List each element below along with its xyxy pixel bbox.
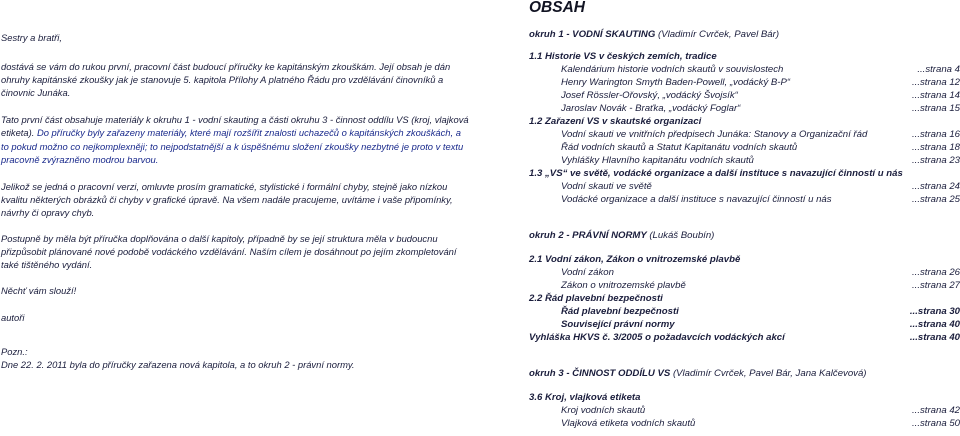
toc-entry-label: Související právní normy [561, 319, 675, 330]
toc-entry-page: ...strana 12 [912, 77, 960, 88]
toc-entry-page: ...strana 24 [912, 181, 960, 192]
toc-entry-page: ...strana 14 [912, 90, 960, 101]
toc-entry[interactable] [529, 331, 960, 344]
toc-entry[interactable] [529, 76, 960, 89]
toc-entry-label: Vodní skauti ve vnitřních předpisech Junáka: Stanovy a Organizační řád [561, 129, 868, 140]
toc-entry-label: Henry Warington Smyth Baden-Powell, „vodácký B-P“ [561, 77, 791, 88]
toc-entry-label: Zákon o vnitrozemské plavbě [561, 280, 686, 291]
toc-entry-label: Vyhláška HKVS č. 3/2005 o požadavcích vodáckých akcí [529, 332, 785, 343]
toc-entry-label: Vlajková etiketa vodních skautů [561, 418, 696, 429]
toc-entry[interactable] [529, 193, 960, 206]
toc-entry[interactable] [529, 102, 960, 115]
intro-paragraph-2-text: Tato první část obsahuje materiály k okruhu 1 - vodní skauting a části okruhu 3 - činnost oddílu VS (kroj, vlajková etiketa). [1, 114, 469, 139]
toc-entry-label: Vyhlášky Hlavního kapitanátu vodních skautů [561, 155, 754, 166]
toc-entry-page: ...strana 4 [917, 64, 960, 75]
closing-line: Něchť vám slouží! [1, 285, 77, 297]
toc-entry[interactable] [529, 89, 960, 102]
toc-entry[interactable] [529, 279, 960, 292]
toc-entry-label: Vodní zákon [561, 267, 614, 278]
toc-entry[interactable] [529, 180, 960, 193]
toc-entry-page: ...strana 26 [912, 267, 960, 278]
toc-group-2-2: 2.2 Řád plavební bezpečnosti [529, 293, 663, 304]
toc-section-2-title [529, 229, 960, 242]
toc-group-1-3: 1.3 „VS“ ve světě, vodácké organizace a další instituce s navazující činností u nás [529, 168, 903, 179]
toc-group-3-6: 3.6 Kroj, vlajková etiketa [529, 392, 641, 403]
section-3-authors: (Vladimír Cvrček, Pavel Bár, Jana Kalčevová) [672, 368, 867, 379]
note-label: Pozn.: [1, 345, 28, 357]
intro-paragraph-3-highlighted: Do příručky byly zařazeny materiály, které mají rozšířit znalosti uchazečů o kapitánských zkouškách, a to pokud možno co nejkomplexněji; to nejpodstatnější a k úspěšnému složení zkoušky nezbytné je proto v textu pracovně zvýrazněno modrou barvou. [1, 127, 464, 165]
section-2-authors: (Lukáš Boubín) [649, 230, 715, 241]
toc-entry-page: ...strana 16 [912, 129, 960, 140]
toc-entry-page: ...strana 30 [909, 306, 960, 317]
toc-group-1-2: 1.2 Zařazení VS v skautské organizaci [529, 116, 702, 127]
toc-entry-page: ...strana 27 [912, 280, 960, 291]
toc-entry-label: Vodácké organizace a další instituce s navazující činností u nás [561, 194, 832, 205]
toc-group-2-1: 2.1 Vodní zákon, Zákon o vnitrozemské plavbě [529, 254, 741, 265]
toc-entry-page: ...strana 40 [909, 332, 960, 343]
toc-entry-page: ...strana 15 [912, 103, 960, 114]
toc-entry-page: ...strana 23 [912, 155, 960, 166]
toc-entry[interactable] [529, 128, 960, 141]
toc-entry[interactable] [529, 305, 960, 318]
toc-entry[interactable] [529, 404, 960, 417]
authors-signature: autoři [1, 312, 25, 324]
toc-section-1-title [529, 28, 960, 41]
section-1-name: okruh 1 - VODNÍ SKAUTING [529, 29, 656, 40]
toc-entry-label: Vodní skauti ve světě [561, 181, 652, 192]
toc-entry-page: ...strana 18 [912, 142, 960, 153]
toc-entry-page: ...strana 50 [912, 418, 960, 429]
greeting: Sestry a bratři, [1, 32, 62, 43]
section-1-authors: (Vladimír Cvrček, Pavel Bár) [658, 29, 780, 40]
toc-entry[interactable] [529, 154, 960, 167]
intro-paragraph-2 [1, 113, 471, 165]
toc-entry[interactable] [529, 266, 960, 279]
section-3-name: okruh 3 - ČINNOST ODDÍLU VS [529, 368, 671, 379]
toc-entry-label: Kalendárium historie vodních skautů v souvislostech [561, 64, 784, 75]
intro-paragraph-5: Postupně by měla být příručka doplňována o další kapitoly, případně by se její struktura měla v budoucnu přizpůsobit plánované nové podobě vodáckého vzdělávání. Naším cílem je dosáhnout po jejím zkompletování také tištěného vydání. [1, 233, 457, 271]
intro-column [1, 0, 471, 371]
table-of-contents [529, 0, 960, 430]
toc-entry-label: Jaroslav Novák - Braťka, „vodácký Foglar“ [561, 103, 741, 114]
toc-entry[interactable] [529, 141, 960, 154]
toc-entry-page: ...strana 40 [909, 319, 960, 330]
intro-paragraph-4: Jelikož se jedná o pracovní verzi, omluvte prosím gramatické, stylistické i formální chyby, stejně jako nízkou kvalitu některých obrázků či chyby v grafické úpravě. Na všem nadále pracujeme, uvítáme i vaše připomínky, návrhy či opravy chyb. [1, 180, 453, 218]
toc-heading: OBSAH [529, 0, 585, 16]
toc-group-1-1: 1.1 Historie VS v českých zemích, tradice [529, 51, 717, 62]
toc-entry-page: ...strana 42 [912, 405, 960, 416]
toc-section-3-title [529, 367, 960, 380]
toc-entry[interactable] [529, 417, 960, 430]
toc-entry-label: Řád plavební bezpečnosti [561, 306, 679, 317]
toc-entry-page: ...strana 25 [912, 194, 960, 205]
note-text: Dne 22. 2. 2011 byla do příručky zařazena nová kapitola, a to okruh 2 - právní normy. [1, 358, 355, 370]
section-2-name: okruh 2 - PRÁVNÍ NORMY [529, 230, 647, 241]
toc-entry-label: Josef Rössler-Ořovský, „vodácký Švojsík“ [561, 90, 738, 101]
toc-entry[interactable] [529, 318, 960, 331]
intro-paragraph-1: dostává se vám do rukou první, pracovní část budoucí příručky ke kapitánským zkouškám. Její obsah je dán ohruhy kapitánské zkoušky jak je stanovuje 5. kapitola Přílohy A platného Řádu pro vzdělávání činovníků a činovnic Junáka. [1, 61, 451, 99]
toc-entry-label: Kroj vodních skautů [561, 405, 646, 416]
toc-entry[interactable] [529, 63, 960, 76]
toc-entry-label: Řád vodních skautů a Statut Kapitanátu vodních skautů [561, 142, 798, 153]
